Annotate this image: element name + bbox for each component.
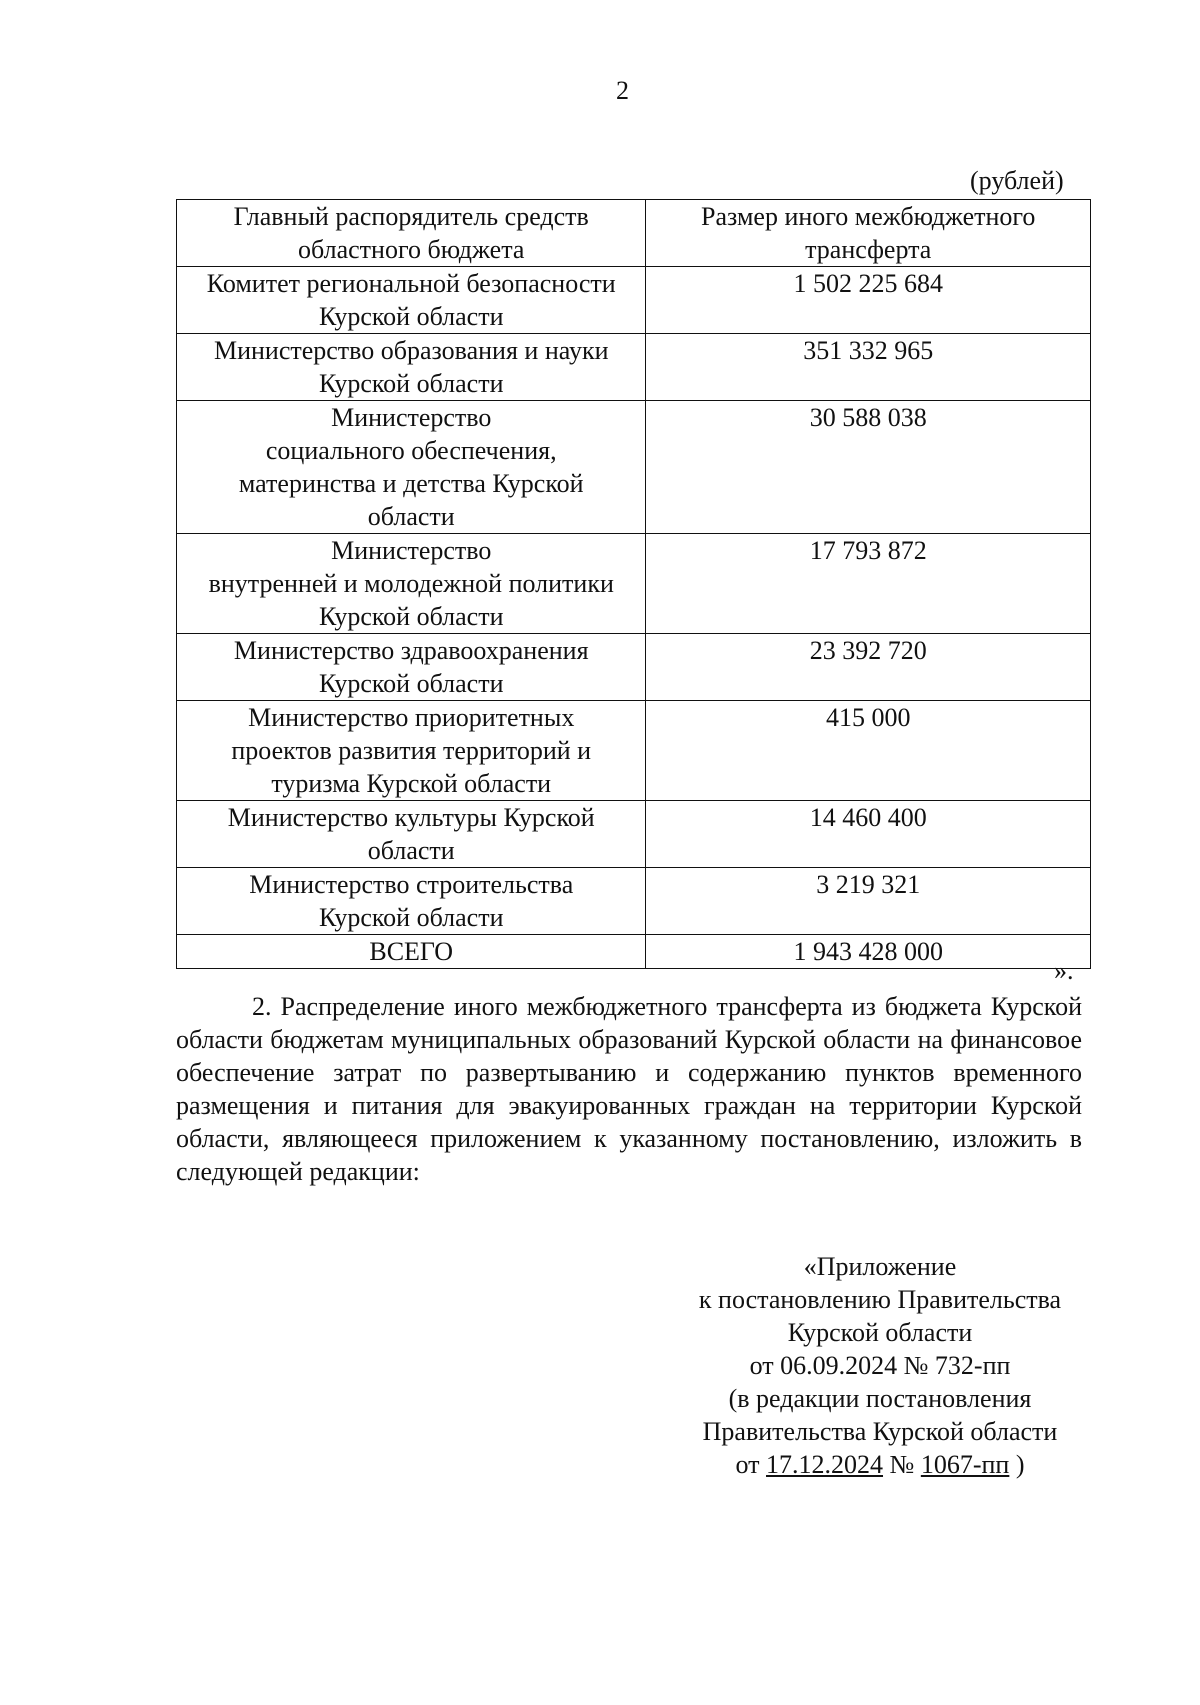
table-row	[177, 868, 1091, 935]
distributor-name-line: Министерство образования и науки	[213, 336, 609, 365]
distributor-name-line: Министерство	[331, 403, 492, 432]
transfer-table	[176, 199, 1091, 969]
revision-suffix: )	[1009, 1450, 1025, 1479]
distributor-name	[177, 267, 646, 334]
distributor-name-line: Министерство культуры Курской	[227, 803, 595, 832]
revision-prefix: от	[735, 1450, 767, 1479]
header-line: Главный распорядитель средств	[233, 202, 589, 231]
transfer-amount: 1 502 225 684	[646, 267, 1091, 334]
distributor-name	[177, 634, 646, 701]
total-amount: 1 943 428 000	[646, 935, 1091, 969]
appendix-line: Правительства Курской области	[702, 1417, 1058, 1446]
distributor-name-line: социального обеспечения,	[265, 436, 557, 465]
unit-label: (рублей)	[970, 166, 1064, 195]
body-paragraph: 2. Распределение иного межбюджетного трансферта из бюджета Курской области бюджетам муниципальных образований Курской области на финансовое обеспечение затрат по развертыванию и содержанию пунктов временного размещения и питания для эвакуированных граждан на территории Курской области, являющееся приложением к указанному постановлению, изложить в следующей редакции:	[176, 992, 1082, 1186]
appendix-line: от 06.09.2024 № 732-пп	[749, 1351, 1011, 1380]
transfer-amount: 17 793 872	[646, 534, 1091, 634]
table-body	[177, 267, 1091, 935]
appendix-line: «Приложение	[803, 1252, 957, 1281]
header-line: трансферта	[805, 235, 932, 264]
table-total-row	[177, 935, 1091, 969]
distributor-name-line: внутренней и молодежной политики	[208, 569, 614, 598]
transfer-amount: 415 000	[646, 701, 1091, 801]
distributor-name	[177, 868, 646, 935]
page-number: 2	[616, 76, 629, 105]
transfer-amount: 23 392 720	[646, 634, 1091, 701]
appendix-line-revision	[660, 1448, 1100, 1481]
distributor-name-line: Курской области	[318, 602, 504, 631]
table-row	[177, 634, 1091, 701]
distributor-name-line: проектов развития территорий и	[231, 736, 592, 765]
distributor-name-line: Курской области	[318, 302, 504, 331]
distributor-name-line: области	[367, 502, 455, 531]
distributor-name-line: Курской области	[318, 669, 504, 698]
distributor-name-line: туризма Курской области	[271, 769, 552, 798]
table-row	[177, 401, 1091, 534]
distributor-name	[177, 534, 646, 634]
distributor-name-line: области	[367, 836, 455, 865]
distributor-name	[177, 701, 646, 801]
distributor-name-line: Курской области	[318, 369, 504, 398]
appendix-line: к постановлению Правительства	[698, 1285, 1062, 1314]
distributor-name	[177, 401, 646, 534]
distributor-name-line: Министерство здравоохранения	[233, 636, 589, 665]
table-row	[177, 701, 1091, 801]
appendix-line: (в редакции постановления	[728, 1384, 1032, 1413]
revision-number: 1067-пп	[920, 1450, 1010, 1479]
distributor-name-line: материнства и детства Курской	[238, 469, 584, 498]
distributor-name-line: Курской области	[318, 903, 504, 932]
total-label: ВСЕГО	[177, 935, 646, 969]
table-row	[177, 267, 1091, 334]
header-amount	[646, 200, 1091, 267]
distributor-name-line: Министерство	[331, 536, 492, 565]
closing-quote: ».	[1054, 956, 1074, 985]
transfer-amount: 14 460 400	[646, 801, 1091, 868]
header-line: Размер иного межбюджетного	[701, 202, 1036, 231]
revision-mid: №	[883, 1450, 921, 1479]
revision-date: 17.12.2024	[766, 1450, 884, 1479]
transfer-amount: 3 219 321	[646, 868, 1091, 935]
distributor-name	[177, 801, 646, 868]
table-row	[177, 534, 1091, 634]
distributor-name-line: Министерство приоритетных	[248, 703, 575, 732]
table-row	[177, 801, 1091, 868]
distributor-name-line: Министерство строительства	[249, 870, 574, 899]
header-line: областного бюджета	[298, 235, 525, 264]
header-distributor	[177, 200, 646, 267]
transfer-amount: 30 588 038	[646, 401, 1091, 534]
distributor-name-line: Комитет региональной безопасности	[206, 269, 616, 298]
transfer-amount: 351 332 965	[646, 334, 1091, 401]
appendix-header	[660, 1250, 1100, 1481]
distributor-name	[177, 334, 646, 401]
appendix-line: Курской области	[787, 1318, 973, 1347]
table-header-row	[177, 200, 1091, 267]
table-row	[177, 334, 1091, 401]
